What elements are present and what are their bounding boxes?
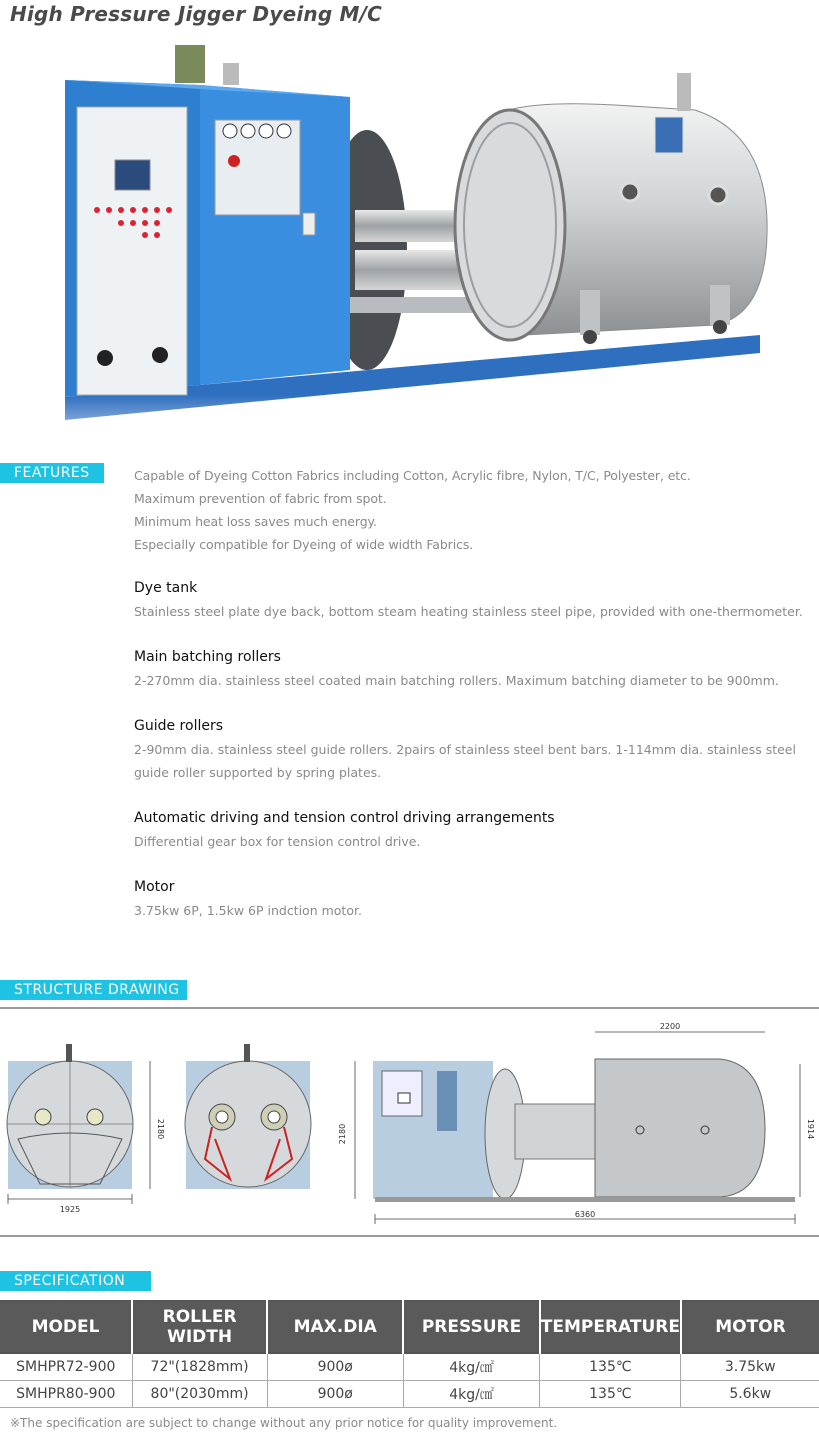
column-header: PRESSURE	[403, 1301, 539, 1353]
tank-length-label: 2200	[659, 1022, 681, 1031]
table-cell: 900ø	[267, 1353, 403, 1381]
page-title: High Pressure Jigger Dyeing M/C	[10, 2, 383, 26]
column-header: MODEL	[0, 1301, 132, 1353]
specification-table	[0, 1300, 819, 1408]
table-cell: 80"(2030mm)	[132, 1381, 267, 1408]
guide-rollers-heading: Guide rollers	[134, 718, 224, 734]
column-header: TEMPERATURE	[540, 1301, 681, 1353]
feature-item: Capable of Dyeing Cotton Fabrics including Cotton, Acrylic fibre, Nylon, T/C, Polyester, etc.	[134, 468, 691, 483]
batching-rollers-block	[134, 645, 804, 692]
table-row	[0, 1381, 819, 1408]
table-cell: 72"(1828mm)	[132, 1353, 267, 1381]
table-cell: 4kg/㎠	[403, 1353, 539, 1381]
table-cell: 135℃	[540, 1381, 681, 1408]
driving-heading: Automatic driving and tension control driving arrangements	[134, 810, 555, 826]
structure-tag: STRUCTURE DRAWING	[0, 980, 187, 1000]
table-cell: 4kg/㎠	[403, 1381, 539, 1408]
table-cell: SMHPR80-900	[0, 1381, 132, 1408]
front-view-drawing	[7, 1044, 165, 1214]
table-cell: 3.75kw	[681, 1353, 819, 1381]
structure-drawing	[0, 1007, 819, 1237]
guide-rollers-text: 2-90mm dia. stainless steel guide rollers. 2pairs of stainless steel bent bars. 1-114mm dia. stainless steel guide roller supported by spring plates.	[134, 742, 796, 780]
tank-height-label: 1914	[806, 1118, 815, 1140]
features-list	[134, 464, 691, 556]
feature-item: Maximum prevention of fabric from spot.	[134, 491, 387, 506]
column-header: MAX.DIA	[267, 1301, 403, 1353]
table-cell: 900ø	[267, 1381, 403, 1408]
dye-tank-heading: Dye tank	[134, 580, 198, 596]
driving-text: Differential gear box for tension control drive.	[134, 834, 421, 849]
side-height-label: 2180	[338, 1123, 347, 1145]
front-width-label: 1925	[59, 1205, 81, 1214]
column-header: ROLLER WIDTH	[132, 1301, 267, 1353]
front-height-label: 2180	[156, 1118, 165, 1140]
dye-tank-block	[134, 576, 804, 623]
motor-block	[134, 875, 804, 922]
column-header: MOTOR	[681, 1301, 819, 1353]
features-tag: FEATURES	[0, 463, 104, 483]
spec-note: ※The specification are subject to change without any prior notice for quality improvement.	[10, 1416, 558, 1430]
batching-rollers-heading: Main batching rollers	[134, 649, 281, 665]
motor-text: 3.75kw 6P, 1.5kw 6P indction motor.	[134, 903, 362, 918]
section-view-drawing	[185, 1044, 311, 1189]
table-cell: 135℃	[540, 1353, 681, 1381]
motor-heading: Motor	[134, 879, 175, 895]
machine-photo	[55, 35, 770, 465]
dye-tank-text: Stainless steel plate dye back, bottom steam heating stainless steel pipe, provided with one-thermometer.	[134, 604, 803, 619]
feature-item: Minimum heat loss saves much energy.	[134, 514, 377, 529]
table-row	[0, 1353, 819, 1381]
table-cell: SMHPR72-900	[0, 1353, 132, 1381]
side-view-drawing	[338, 1022, 815, 1224]
batching-rollers-text: 2-270mm dia. stainless steel coated main batching rollers. Maximum batching diameter to be 900mm.	[134, 673, 779, 688]
total-length-label: 6360	[574, 1210, 596, 1219]
specification-tag: SPECIFICATION	[0, 1271, 151, 1291]
guide-rollers-block	[134, 714, 804, 784]
table-cell: 5.6kw	[681, 1381, 819, 1408]
table-header-row	[0, 1301, 819, 1353]
driving-block	[134, 806, 804, 853]
feature-item: Especially compatible for Dyeing of wide width Fabrics.	[134, 537, 474, 552]
